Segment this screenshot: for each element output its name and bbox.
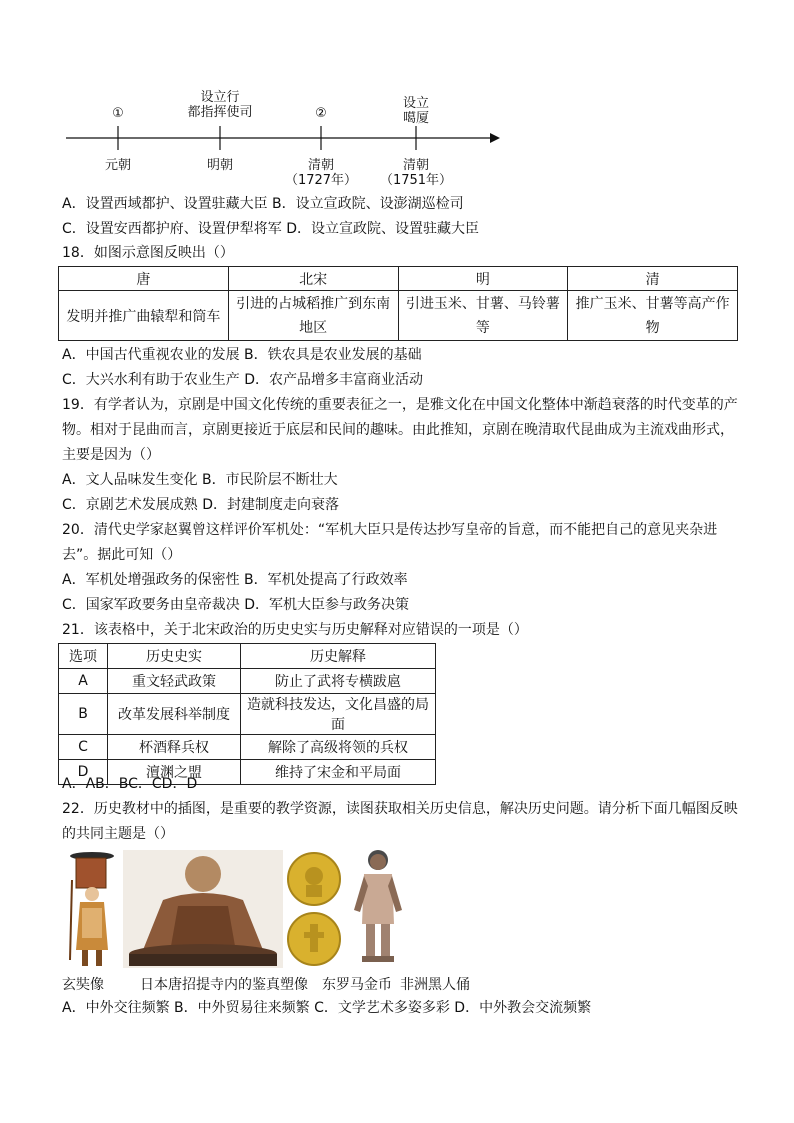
table-cell: 发明并推广曲辕犁和筒车: [59, 291, 229, 341]
q19-option-line: C．京剧艺术发展成熟 D．封建制度走向衰落: [62, 497, 340, 513]
table-cell: B: [59, 694, 108, 735]
q21-table: [58, 643, 436, 785]
table-cell: 澶渊之盟: [108, 760, 241, 785]
q18-stem: 18．如图示意图反映出（）: [62, 245, 234, 261]
q18-option-line: A．中国古代重视农业的发展 B．铁农具是农业发展的基础: [62, 347, 422, 363]
q17-option-line: C．设置安西都护府、设置伊犁将军 D．设立宣政院、设置驻藏大臣: [62, 221, 480, 237]
table-cell: A: [59, 669, 108, 694]
q19-stem-line: 19．有学者认为，京剧是中国文化传统的重要表征之一，是雅文化在中国文化整体中渐趋衰落的时代变革的产: [62, 397, 738, 413]
timeline-bottom-label: 清朝 （1727年）: [284, 158, 358, 188]
q17-option-line: A．设置西域都护、设置驻藏大臣 B．设立宣政院、设澎湖巡检司: [62, 196, 464, 212]
q19-option-line: A．文人品味发生变化 B．市民阶层不断壮大: [62, 472, 338, 488]
table-header-cell: 唐: [59, 267, 229, 291]
table-header-cell: 明: [398, 267, 568, 291]
q20-stem-line: 20．清代史学家赵翼曾这样评价军机处：“军机大臣只是传达抄写皇帝的旨意，而不能把自己的意见夹杂进: [62, 522, 718, 538]
table-cell: 防止了武将专横跋扈: [241, 669, 436, 694]
table-header-cell: 清: [568, 267, 738, 291]
table-header-cell: 历史解释: [241, 644, 436, 669]
table-header-cell: 北宋: [228, 267, 398, 291]
q19-stem-line: 主要是因为（）: [62, 447, 160, 463]
table-cell: 改革发展科举制度: [108, 694, 241, 735]
table-cell: 维持了宋金和平局面: [241, 760, 436, 785]
timeline-arrow-icon: [490, 133, 500, 143]
image-caption: 日本唐招提寺内的鉴真塑像: [140, 977, 308, 993]
table-cell: C: [59, 735, 108, 760]
q21-option-line: A．AB．BC．CD．D: [62, 776, 198, 792]
q20-option-line: C．国家军政要务由皇帝裁决 D．军机大臣参与政务决策: [62, 597, 410, 613]
q20-option-line: A．军机处增强政务的保密性 B．军机处提高了行政效率: [62, 572, 408, 588]
image-caption: 玄奘像: [62, 977, 104, 993]
timeline-bottom-label: 明朝: [206, 158, 234, 173]
table-cell: 解除了高级将领的兵权: [241, 735, 436, 760]
q22-stem-line: 的共同主题是（）: [62, 826, 174, 842]
byzantine-coin-image: [284, 850, 344, 968]
table-cell: 重文轻武政策: [108, 669, 241, 694]
table-header-cell: 选项: [59, 644, 108, 669]
image-caption: 非洲黑人俑: [400, 977, 470, 993]
timeline-top-label: 设立行 都指挥使司: [187, 90, 253, 120]
q18-table: [58, 266, 738, 341]
table-cell: 造就科技发达，文化昌盛的局面: [241, 694, 436, 735]
q20-stem-line: 去”。据此可知（）: [62, 547, 182, 563]
q18-option-line: C．大兴水利有助于农业生产 D．农产品增多丰富商业活动: [62, 372, 424, 388]
timeline-bottom-label: 元朝: [104, 158, 132, 173]
timeline-top-label: ①: [112, 106, 124, 121]
image-caption: 东罗马金币: [322, 977, 392, 993]
q21-stem: 21．该表格中，关于北宋政治的历史史实与历史解释对应错误的一项是（）: [62, 622, 528, 638]
xuanzang-figure-image: [62, 850, 122, 972]
african-figurine-image: [346, 846, 410, 968]
table-cell: 推广玉米、甘薯等高产作物: [568, 291, 738, 341]
table-cell: 引进的占城稻推广到东南地区: [228, 291, 398, 341]
q22-stem-line: 22．历史教材中的插图，是重要的教学资源，读图获取相关历史信息，解决历史问题。请分析下面几幅图反映: [62, 801, 738, 817]
table-header-cell: 历史史实: [108, 644, 241, 669]
table-cell: D: [59, 760, 108, 785]
timeline-bottom-label: 清朝 （1751年）: [379, 158, 453, 188]
q19-stem-line: 物。相对于昆曲而言，京剧更接近于底层和民间的趣味。由此推知，京剧在晚清取代昆曲成为主流戏曲形式，: [62, 422, 734, 438]
table-cell: 引进玉米、甘薯、马铃薯等: [398, 291, 568, 341]
q22-option-line: A．中外交往频繁 B．中外贸易往来频繁 C．文学艺术多姿多彩 D．中外教会交流频繁: [62, 1000, 592, 1016]
table-cell: 杯酒释兵权: [108, 735, 241, 760]
timeline-top-label: 设立 噶厦: [402, 96, 430, 126]
jianzhen-statue-image: [123, 850, 283, 968]
timeline-top-label: ②: [315, 106, 327, 121]
